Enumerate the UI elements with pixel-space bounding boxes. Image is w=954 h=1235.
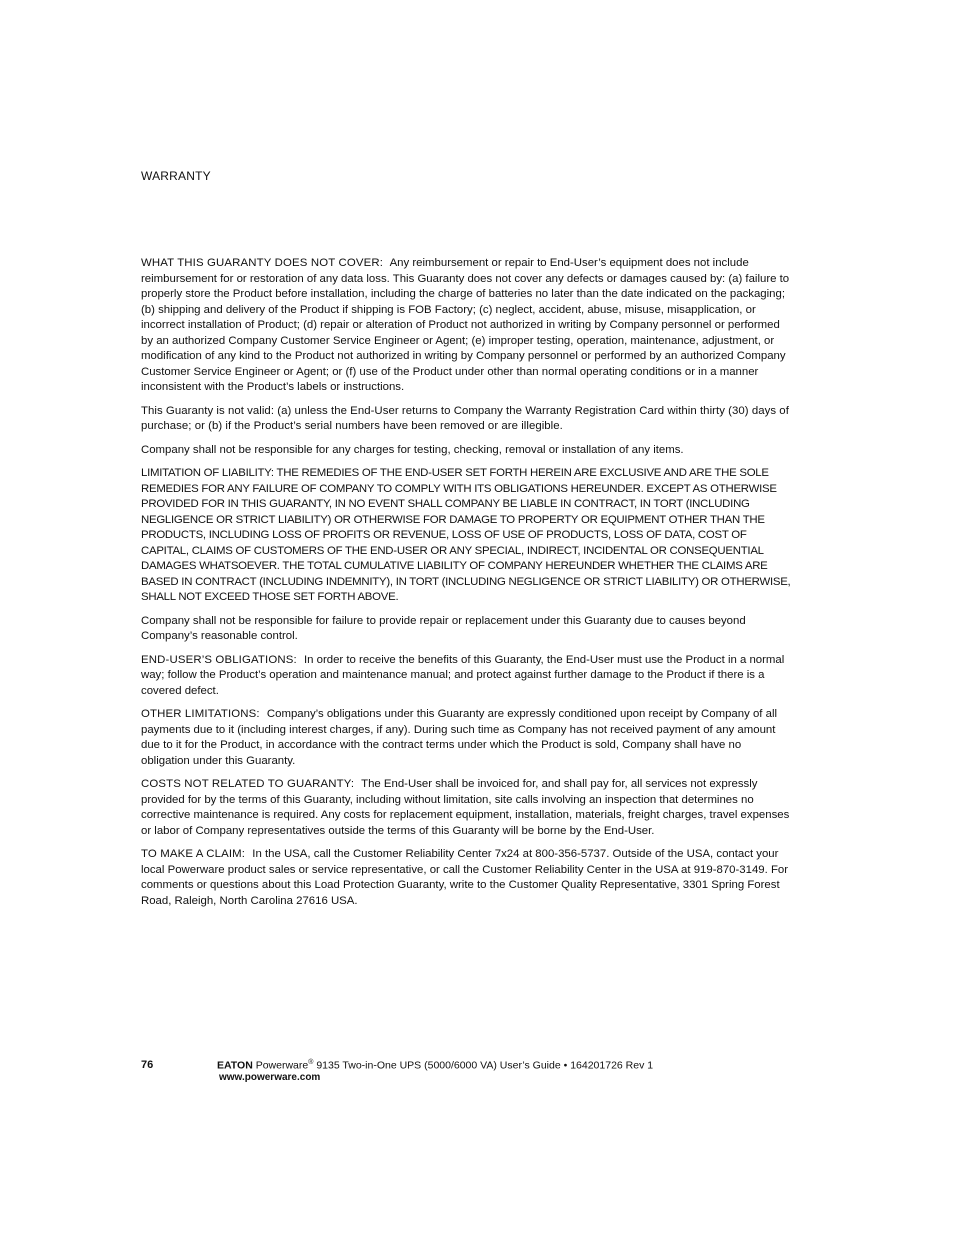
not-valid-paragraph: This Guaranty is not valid: (a) unless the End-User returns to Company the Warranty Registration Card within thirty (30) days of purchase; or (b) if the Product’s serial numbers have been removed or are illegible. [141, 404, 789, 432]
liability-paragraph: LIMITATION OF LIABILITY: THE REMEDIES OF THE END-USER SET FORTH HEREIN ARE EXCLUSIVE AND ARE THE SOLE REMEDIES FOR ANY FAILURE OF COMPANY TO COMPLY WITH ITS OBLIGATIONS HEREUNDER. EXCEPT AS OTHERWISE PROVIDED FOR IN THIS GUARANTY, IN NO EVENT SHALL COMPANY BE LIABLE IN CONTRACT, IN TORT (INCLUDING NEGLIGENCE OR STRICT LIABILITY) OR OTHERWISE FOR DAMAGE TO PROPERTY OR EQUIPMENT OTHER THAN THE PRODUCTS, INCLUDING LOSS OF PROFITS OR REVENUE, LOSS OF USE OF PRODUCTS, LOSS OF DATA, COST OF CAPITAL, CLAIMS OF CUSTOMERS OF THE END-USER OR ANY SPECIAL, INDIRECT, INCIDENTAL OR CONSEQUENTIAL DAMAGES WHATSOEVER. THE TOTAL CUMULATIVE LIABILITY OF COMPANY HEREUNDER WHETHER THE CLAIMS ARE BASED IN CONTRACT (INCLUDING INDEMNITY), IN TORT (INCLUDING NEGLIGENCE OR STRICT LIABILITY) OR OTHERWISE, SHALL NOT EXCEED THOSE SET FORTH ABOVE. [141, 467, 791, 603]
footer-guide-line [217, 1059, 653, 1072]
other-limitations-paragraph [141, 707, 791, 769]
footer-product-prefix: Powerware [255, 1059, 309, 1072]
obligations-heading: END-USER’S OBLIGATIONS: [141, 653, 297, 666]
costs-paragraph [141, 777, 791, 839]
obligations-body: In order to receive the benefits of this Guaranty, the End-User must use the Product in a normal way; follow the Product’s operation and maintenance manual; and protect against further damage to the Product if there is a covered defect. [141, 653, 785, 697]
charges-paragraph: Company shall not be responsible for any charges for testing, checking, removal or installation of any items. [141, 443, 684, 456]
footer-url: www.powerware.com [219, 1072, 321, 1083]
costs-body: The End-User shall be invoiced for, and shall pay for, all services not expressly provided for by the terms of this Guaranty, including without limitation, site calls involving an inspection that determines no corrective maintenance is required. Any costs for replacement equipment, installation, materials, freight charges, travel expenses or labor of Company representatives outside the terms of this Guaranty will be borne by the End-User. [141, 778, 790, 837]
other-limitations-heading: OTHER LIMITATIONS: [141, 708, 260, 720]
footer-registered-mark: ® [308, 1059, 314, 1066]
failure-paragraph: Company shall not be responsible for failure to provide repair or replacement under this Guaranty due to causes beyond Company’s reasonable control. [141, 614, 746, 642]
section-title: WARRANTY [141, 169, 211, 183]
warranty-content [141, 256, 791, 917]
footer-product-rest: 9135 Two-in-One UPS (5000/6000 VA) User’s Guide • 164201726 Rev 1 [313, 1059, 654, 1072]
claim-body: In the USA, call the Customer Reliability Center 7x24 at 800-356-5737. Outside of the USA, contact your local Powerware product sales or service representative, or call the Customer Reliability Center in the USA at 919-870-3149. For comments or questions about this Load Protection Guaranty, write to the Customer Quality Representative, 3301 Spring Forest Road, Raleigh, North Carolina 27616 USA. [141, 848, 789, 907]
costs-heading: COSTS NOT RELATED TO GUARANTY: [141, 778, 355, 790]
obligations-paragraph [141, 653, 791, 700]
page-number: 76 [141, 1059, 154, 1071]
other-limitations-body: Company’s obligations under this Guaranty are expressly conditioned upon receipt by Company of all payments due to it (including interest charges, if any). During such time as Company has not received payment of any amount due to it for the Product, in accordance with the contract terms under which the Product is sold, Company shall have no obligation under this Guaranty. [141, 708, 778, 767]
not-cover-paragraph [141, 256, 791, 396]
not-cover-heading: WHAT THIS GUARANTY DOES NOT COVER: [141, 257, 384, 269]
footer-brand: EATON [217, 1059, 253, 1072]
not-cover-body: Any reimbursement or repair to End-User’s equipment does not include reimbursement for or restoration of any data loss. This Guaranty does not cover any defects or damages caused by: (a) failure to properly store the Product before installation, including the charge of batteries no later than the date indicated on the packaging; (b) shipping and delivery of the Product if shipping is FOB Factory; (c) neglect, accident, abuse, misuse, misapplication, or incorrect installation of Product; (d) repair or alteration of Product not authorized in writing by Company personnel or performed by an authorized Company Customer Service Engineer or Agent; (e) improper testing, operation, maintenance, adjustment, or modification of any kind to the Product not authorized in writing by Company personnel or performed by an authorized Company Customer Service Engineer or Agent; or (f) use of the Product under other than normal operating conditions or in a manner inconsistent with the Product’s labels or instructions. [141, 257, 790, 393]
claim-paragraph [141, 847, 791, 909]
claim-heading: TO MAKE A CLAIM: [141, 848, 246, 860]
